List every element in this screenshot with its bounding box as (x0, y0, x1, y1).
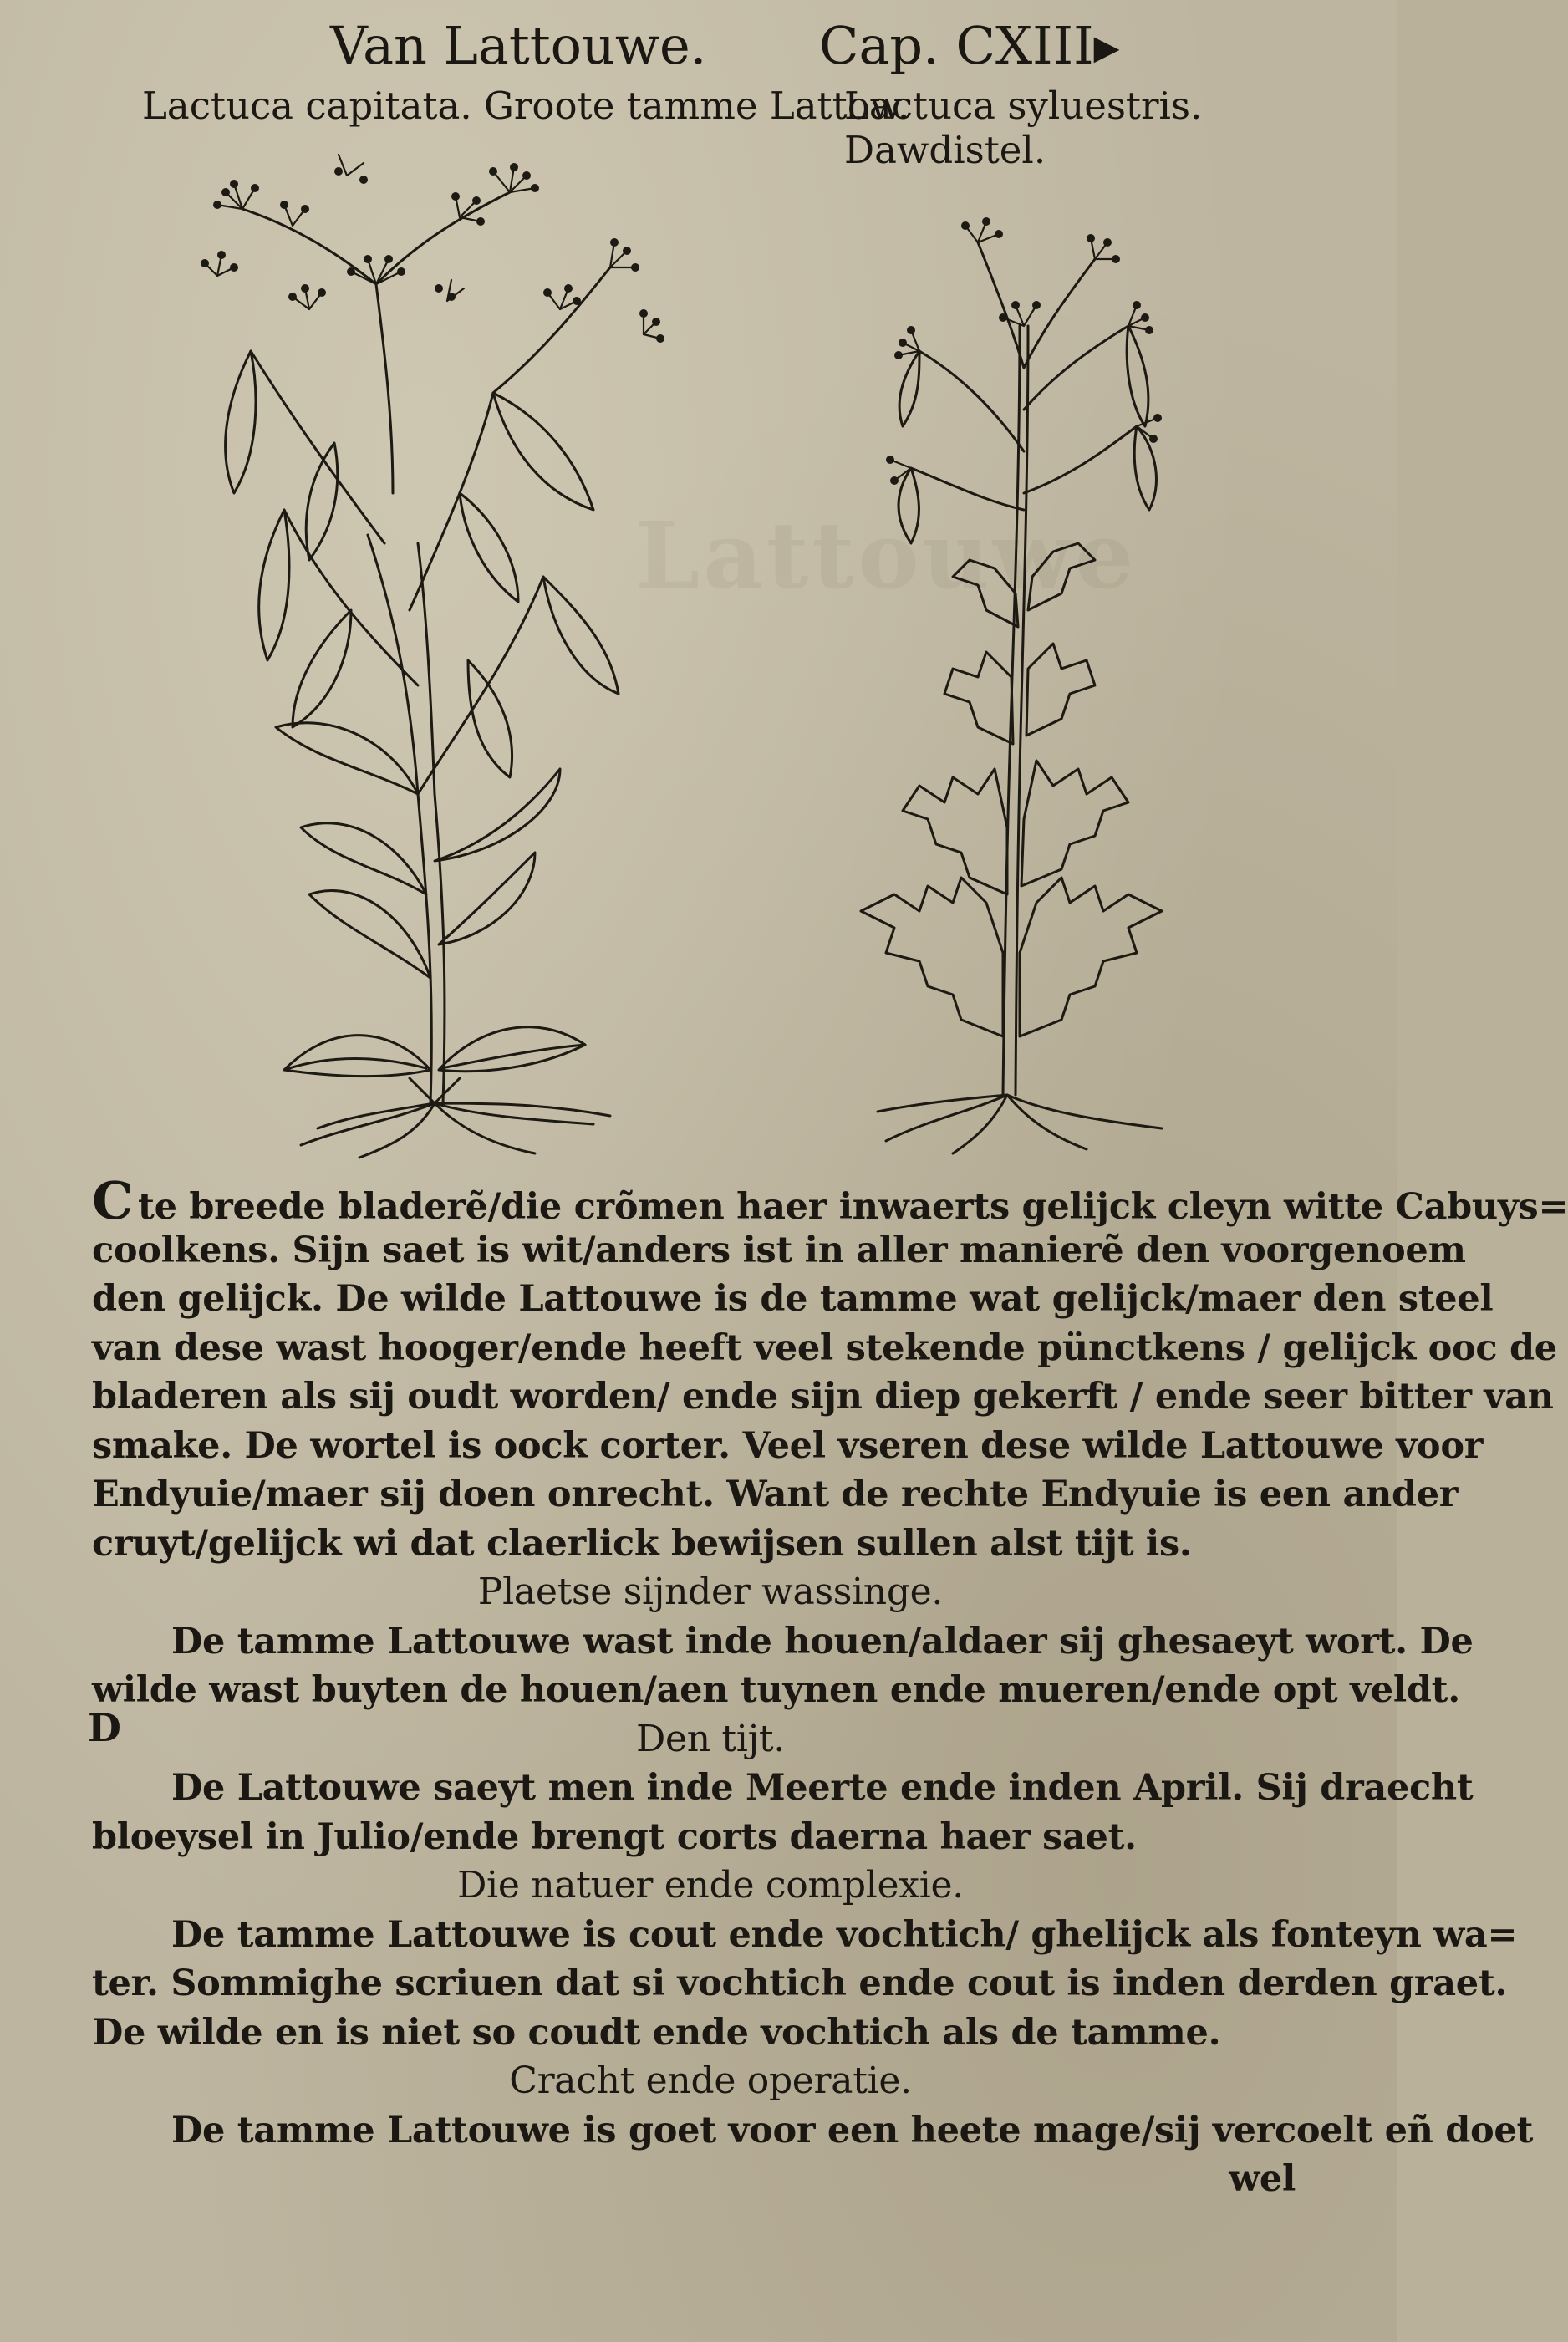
text-line: De tamme Lattouwe is cout ende vochtich/ ghelijck als fonteyn wa= (171, 1913, 1518, 1956)
text-line: van dese wast hooger/ende heeft veel stekende pünctkens / gelijck ooc de (92, 1326, 1557, 1369)
chapter-body-text (92, 1170, 1568, 2204)
caption-lactuca-sylvestris: Lactuca syluestris. Dawdistel. (844, 84, 1203, 172)
text-line: De wilde en is niet so coudt ende vochtich als de tamme. (92, 2011, 1221, 2054)
text-line: De tamme Lattouwe is goet voor een heete mage/sij vercoelt eñ doet (171, 2109, 1534, 2151)
text-line: cruyt/gelijck wi dat claerlick bewijsen sullen alst tijt is. (92, 1522, 1192, 1565)
text-line: De tamme Lattouwe wast inde houen/aldaer sij ghesaeyt wort. De (171, 1620, 1474, 1662)
chapter-number: Cap. CXIII▸ (819, 15, 1120, 76)
running-head-title: Van Lattouwe. (330, 15, 707, 76)
show-through-text: Lattouwe (635, 501, 1138, 609)
text-line: den gelijck. De wilde Lattouwe is de tamme wat gelijck/maer den steel (92, 1278, 1494, 1320)
woodcut-lactuca-sylvestris (827, 159, 1204, 1162)
caption-lactuca-capitata: Lactuca capitata. Groote tamme Lattow. (142, 84, 910, 128)
text-line: Endyuie/maer sij doen onrecht. Want de rechte Endyuie is een ander (92, 1474, 1459, 1515)
text-line: smake. De wortel is oock corter. Veel vseren dese wilde Lattouwe voor (92, 1424, 1484, 1467)
section-heading-power: Cracht ende operatie. (509, 2059, 912, 2102)
catchword: wel (1229, 2158, 1296, 2200)
woodcut-lactuca-capitata (142, 142, 727, 1162)
section-heading-time: Den tijt. (635, 1717, 785, 1760)
text-line: C te breede bladerẽ/die crõmen haer inwaerts gelijck cleyn witte Cabuys= (92, 1170, 1568, 1231)
text-line: bloeysel in Julio/ende brengt corts daerna haer saet. (92, 1815, 1137, 1858)
text-line: De Lattouwe saeyt men inde Meerte ende inden April. Sij draecht (171, 1767, 1474, 1809)
initial-letter: C (92, 1170, 134, 1231)
section-heading-place: Plaetse sijnder wassinge. (477, 1571, 944, 1613)
text-line: bladeren als sij oudt worden/ ende sijn diep gekerft / ende seer bitter van (92, 1376, 1554, 1418)
margin-letter-mark: D (88, 1705, 121, 1750)
text-line: ter. Sommighe scriuen dat si vochtich ende cout is inden derden graet. (92, 1963, 1508, 2004)
section-heading-nature: Die natuer ende complexie. (457, 1864, 964, 1907)
text-line: wilde wast buyten de houen/aen tuynen ende mueren/ende opt veldt. (92, 1669, 1460, 1711)
figure-captions (142, 84, 1346, 172)
text-line: coolkens. Sijn saet is wit/anders ist in aller manierẽ den voorgenoem (92, 1229, 1466, 1271)
